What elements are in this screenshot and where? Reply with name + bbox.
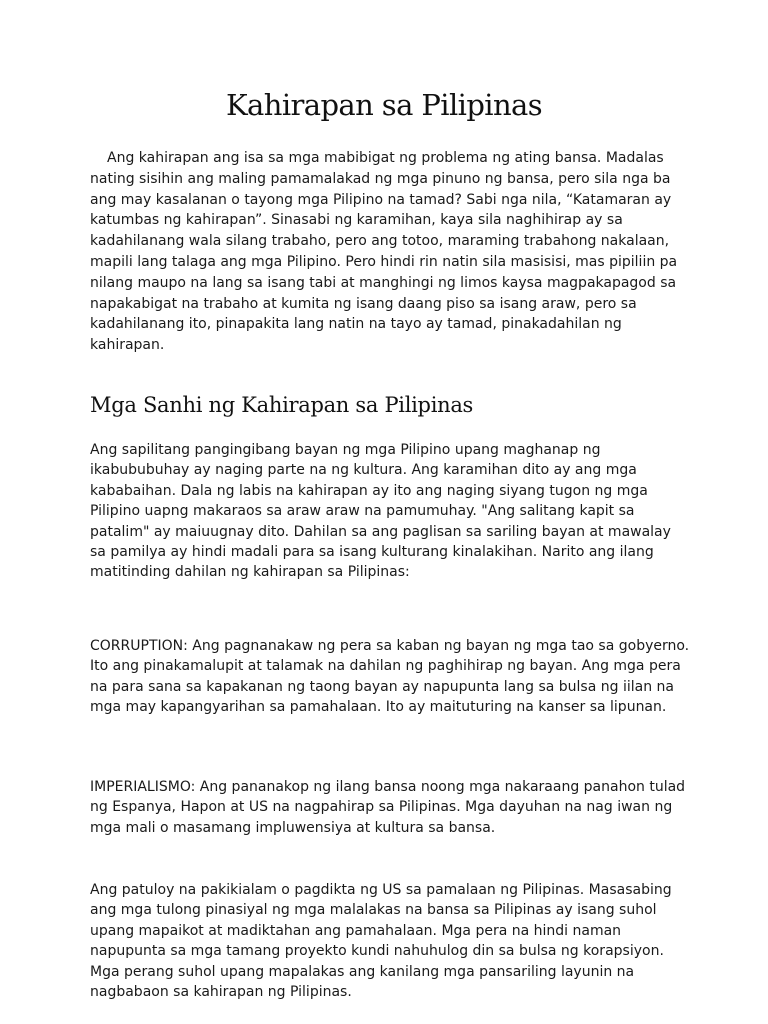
corruption-explanation: Ito ang pinakamalupit at talamak na dahilan ng paghihirap ng bayan. Ang mga pera na para sana sa kapakanan ng taong bayan ay napupunta lang sa bulsa ng iilan na mga may kapangyarihan sa pamahalaan. Ito ay maituturing na kanser sa lipunan. — [90, 658, 681, 716]
intro-paragraph: Ang kahirapan ang isa sa mga mabibigat ng problema ng ating bansa. Madalas nating sisihin ang maling pamamalakad ng mga pinuno ng bansa, pero sila nga ba ang may kasalanan o tayong mga Pilipino na tamad? Sabi nga nila, “Katamaran ay katumbas ng kahirapan”. Sinasabi ng karamihan, kaya sila naghihirap ay sa kadahilanang wala silang trabaho, pero ang totoo, maraming trabahong nakalaan, mapili lang talaga ang mga Pilipino. Pero hindi rin natin sila masisisi, mas pipiliin pa nilang maupo na lang sa isang tabi at manghingi ng limos kaysa magpakapagod sa napakabigat na trabaho at kumita ng isang daang piso sa isang araw, pero sa kadahilanang ito, pinapakita lang natin na tayo ay tamad, pinakadahilan ng kahirapan. — [90, 150, 678, 354]
imperialismo-paragraph: IMPERIALISMO: Ang pananakop ng ilang bansa noong mga nakaraang panahon tulad ng Espanya, Hapon at US na nagpahirap sa Pilipinas. Mga dayuhan na nag iwan ng mga mali o masamang impluwensiya at kultura sa bansa. — [90, 779, 686, 836]
corruption-block — [90, 636, 690, 718]
us-influence-paragraph: Ang patuloy na pakikialam o pagdikta ng US sa pamalaan ng Pilipinas. Masasabing ang mga tulong pinasiyal ng mga malalakas na bansa sa Pilipinas ay isang suhol upang mapaikot at madiktahan ang pamahalaan. Mga pera na hindi naman napupunta sa mga tamang proyekto kundi nahuhulog din sa bulsa ng korapsiyon. Mga perang suhol upang mapalakas ang kanilang mga pansariling layunin na nagbabaon sa kahirapan ng Pilipinas. — [90, 882, 672, 1001]
document-title: Kahirapan sa Pilipinas — [225, 88, 543, 122]
corruption-definition: CORRUPTION: Ang pagnanakaw ng pera sa kaban ng bayan ng mga tao sa gobyerno. — [90, 638, 690, 654]
section-paragraph: Ang sapilitang pangingibang bayan ng mga Pilipino upang maghanap ng ikabububuhay ay naging parte na ng kultura. Ang karamihan dito ay ang mga kababaihan. Dala ng labis na kahirapan ay ito ang naging siyang tugon ng mga Pilipino uapng makaraos sa araw araw na pamumuhay. "Ang salitang kapit sa patalim" ay maiuugnay dito. Dahilan sa ang paglisan sa sariling bayan at mawalay sa pamilya ay hindi madali para sa isang kulturang kinalakihan. Narito ang ilang matitinding dahilan ng kahirapan sa Pilipinas: — [90, 442, 671, 581]
section-heading: Mga Sanhi ng Kahirapan sa Pilipinas — [90, 393, 474, 417]
